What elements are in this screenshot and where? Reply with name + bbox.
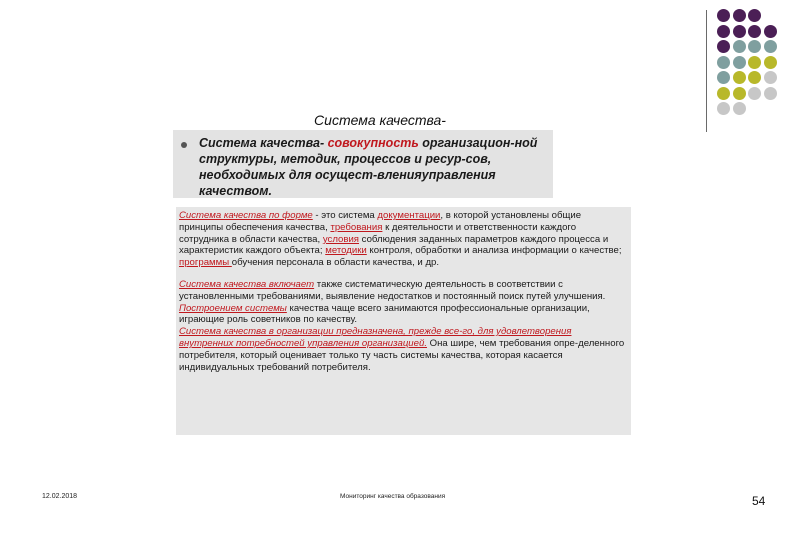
bullet-icon [181, 142, 187, 148]
decorative-dot [748, 71, 761, 84]
decorative-dot [764, 87, 777, 100]
definition-text [199, 135, 544, 199]
definition-highlight: совокупность [327, 136, 419, 150]
decorative-dot [748, 87, 761, 100]
detail-text: контроля, обработки и анализа информации о качестве; [366, 245, 622, 257]
link-system-purpose[interactable]: Система качества в организации предназначена, прежде все-го, для удовлетворения внутренних потребностей управления организацией. [179, 326, 572, 349]
detail-paragraph-includes [176, 269, 631, 373]
detail-text: качества чаще всего занимаются профессиональные организации, играющие роль советников по качеству. [179, 302, 590, 326]
detail-paragraph-form [176, 207, 631, 269]
detail-text: также систематическую деятельность в соответствии с установленными требованиями, выявление недостатков и постоянный поиск путей улучшения. [179, 278, 606, 302]
decorative-dot [733, 9, 746, 22]
decorative-dot [717, 56, 730, 69]
link-system-building[interactable]: Построением системы [179, 302, 287, 314]
detail-text: Она шире, чем требования опре-деленного потребителя, который оценивает только ту часть системы качества, которая касается индивидуальных требований потребителя. [179, 337, 625, 373]
link-programs[interactable]: программы [179, 257, 232, 269]
detail-box [176, 207, 631, 435]
decorative-dot [717, 102, 730, 115]
slide-title: Система качества- [314, 112, 446, 128]
definition-box [173, 130, 553, 198]
decorative-dot [748, 40, 761, 53]
decorative-dot [717, 25, 730, 38]
decorative-dot [748, 9, 761, 22]
decorative-dot [764, 56, 777, 69]
decorative-dot [764, 71, 777, 84]
decorative-vertical-line [706, 10, 707, 132]
detail-text: , в которой установлены общие принципы обеспечения качества, [179, 210, 582, 233]
decorative-dot [717, 9, 730, 22]
decorative-dot [733, 56, 746, 69]
decorative-dot [764, 25, 777, 38]
footer-title: Мониторинг качества образования [340, 493, 446, 500]
detail-text: обучения персонала в области качества, и др. [231, 257, 440, 269]
decorative-dot [733, 40, 746, 53]
detail-text: - это система [312, 210, 378, 221]
link-system-includes[interactable]: Система качества включает [179, 278, 315, 290]
decorative-dot [717, 87, 730, 100]
decorative-dot [748, 25, 761, 38]
decorative-dot [733, 87, 746, 100]
definition-text-part: организацион-ной структуры, методик, процессов и ресур-сов, необходимых для осущест-вленияуправления качеством. [199, 136, 538, 198]
detail-text: к деятельности и ответственности каждого сотрудника в области качества, [179, 221, 577, 245]
detail-text: соблюдения заданных параметров каждого процесса и характеристик каждого объекта; [179, 233, 609, 257]
decorative-dot [733, 102, 746, 115]
page-number: 54 [752, 494, 766, 508]
decorative-dot [717, 71, 730, 84]
footer-date: 12.02.2018 [42, 493, 78, 500]
link-documentation[interactable]: документации [377, 210, 441, 221]
definition-text-part: Система качества- [199, 136, 328, 150]
link-methods[interactable]: методики [325, 245, 367, 257]
link-quality-system-form[interactable]: Система качества по форме [179, 210, 313, 221]
link-requirements[interactable]: требования [330, 221, 383, 233]
link-conditions[interactable]: условия [322, 233, 360, 245]
decorative-dot [717, 40, 730, 53]
decorative-dot [748, 56, 761, 69]
decorative-dot [733, 25, 746, 38]
decorative-dot [764, 40, 777, 53]
decorative-dot [733, 71, 746, 84]
